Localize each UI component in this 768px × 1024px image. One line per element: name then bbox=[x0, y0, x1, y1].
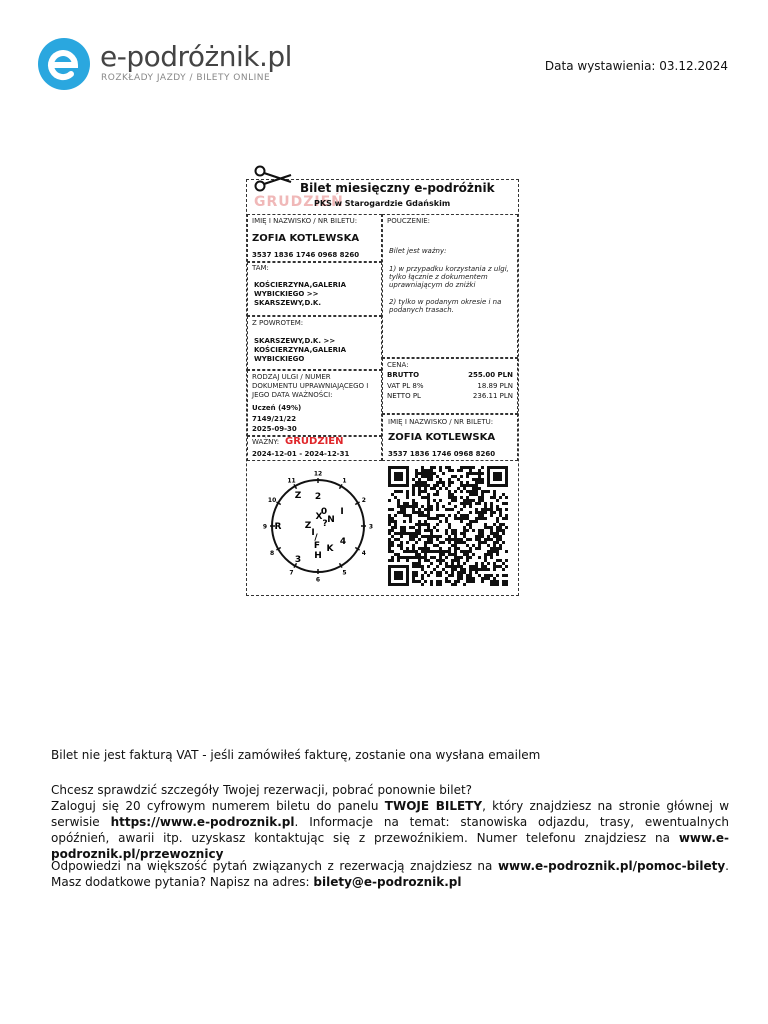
clock-number: 11 bbox=[287, 477, 296, 485]
route-back-label: Z POWROTEM: bbox=[252, 319, 304, 327]
ticket-title: Bilet miesięczny e-podróżnik bbox=[300, 181, 495, 195]
notice-1-line1: 1) w przypadku korzystania z ulgi, bbox=[389, 265, 509, 273]
clock-letter: H bbox=[314, 551, 322, 561]
validity-label: WAŻNY: bbox=[252, 438, 280, 446]
route-back-line3: WYBICKIEGO bbox=[254, 355, 305, 363]
clock-number: 1 bbox=[342, 477, 347, 485]
ticket-number: 3537 1836 1746 0968 8260 bbox=[252, 251, 360, 259]
qr-finder bbox=[394, 571, 403, 580]
passenger-label: IMIĘ I NAZWISKO / NR BILETU: bbox=[252, 217, 358, 225]
clock-number: 2 bbox=[361, 497, 366, 504]
logo-e-icon bbox=[38, 38, 90, 90]
notice-2-line1: 2) tylko w podanym okresie i na bbox=[389, 298, 502, 306]
security-clock bbox=[258, 466, 378, 586]
email-link[interactable]: bilety@e-podroznik.pl bbox=[313, 875, 462, 889]
route-out-line3: SKARSZEWY,D.K. bbox=[254, 299, 322, 307]
help-link[interactable]: www.e-podroznik.pl/pomoc-bilety bbox=[497, 859, 726, 873]
clock-number: 4 bbox=[361, 550, 366, 557]
ticket-number-2: 3537 1836 1746 0968 8260 bbox=[388, 450, 496, 458]
notice-2-line2: podanych trasach. bbox=[389, 306, 454, 314]
clock-letter: R bbox=[274, 522, 282, 532]
site-link[interactable]: https://www.e-podroznik.pl bbox=[110, 815, 295, 829]
clock-letter: 0 bbox=[320, 507, 328, 517]
discount-expiry: 2025-09-30 bbox=[252, 425, 297, 433]
clock-letter: 4 bbox=[339, 537, 347, 547]
passenger-name: ZOFIA KOTLEWSKA bbox=[252, 233, 360, 244]
clock-letter: K bbox=[326, 544, 334, 554]
scissors-icon bbox=[253, 164, 293, 194]
clock-number: 10 bbox=[267, 497, 277, 504]
contact-paragraph: Odpowiedzi na większość pytań związanych z rezerwacją znajdziesz na www.e-podroznik.pl/pomoc-bilety. Masz dodatkowe pytania? Napisz na adres: bilety@e-podroznik.pl bbox=[51, 859, 729, 889]
ticket-watermark: GRUDZIEŃ bbox=[254, 194, 344, 210]
discount-type: Uczeń (49%) bbox=[252, 404, 302, 412]
route-back-line2: KOŚCIERZYNA,GALERIA bbox=[254, 346, 347, 354]
carriers-link[interactable]: www.e-podroznik.pl/przewoznicy bbox=[51, 831, 729, 861]
issue-date: Data wystawienia: 03.12.2024 bbox=[544, 59, 728, 73]
gross-label: BRUTTO bbox=[387, 371, 420, 379]
qr-code bbox=[388, 466, 508, 586]
route-back-line1: SKARSZEWY,D.K. >> bbox=[254, 337, 336, 345]
net-row bbox=[387, 392, 513, 400]
clock-letter: ? bbox=[322, 519, 328, 529]
clock-letter: X bbox=[315, 512, 323, 522]
notice-1-line3: uprawniającym do zniżki bbox=[389, 281, 476, 289]
clock-letter: 3 bbox=[294, 555, 302, 565]
vat-label: VAT PL 8% bbox=[387, 382, 424, 390]
clock-number: 5 bbox=[342, 569, 347, 577]
clock-number: 6 bbox=[315, 576, 321, 584]
net-label: NETTO PL bbox=[387, 392, 421, 400]
validity-range: 2024-12-01 - 2024-12-31 bbox=[252, 450, 350, 458]
notice-intro: Bilet jest ważny: bbox=[389, 247, 447, 255]
help-text: Zaloguj się 20 cyfrowym numerem biletu do panelu TWOJE BILETY, który znajdziesz na stronie głównej w serwisie https://www.e-podroznik.pl. Informacje na temat: stanowiska odjazdu, trasy, ewentualnych opóźnień, awarii itp. uzyskasz kontaktując się z przewoźnikiem. Numer telefonu znajdziesz na www.e-podroznik.pl/przewoznicy bbox=[51, 799, 730, 861]
brand-name: e-podróżnik.pl bbox=[100, 40, 292, 73]
brand-logo bbox=[38, 38, 298, 94]
clock-letter: Z bbox=[294, 491, 302, 501]
route-out-label: TAM: bbox=[252, 264, 269, 272]
help-question: Chcesz sprawdzić szczegóły Twojej rezerwacji, pobrać ponownie bilet? bbox=[51, 783, 473, 797]
clock-letter: 2 bbox=[314, 492, 322, 502]
clock-number: 7 bbox=[289, 569, 294, 577]
route-out-line2: WYBICKIEGO >> bbox=[254, 290, 319, 298]
brand-tagline: ROZKŁADY JAZDY / BILETY ONLINE bbox=[101, 73, 271, 83]
discount-label-line2: DOKUMENTU UPRAWNIAJĄCEGO I bbox=[252, 382, 369, 390]
clock-letter: I bbox=[340, 507, 344, 517]
net-value: 236.11 PLN bbox=[472, 392, 513, 400]
panel-name: TWOJE BILETY bbox=[384, 799, 483, 813]
price-label: CENA: bbox=[387, 361, 409, 369]
gross-value: 255.00 PLN bbox=[468, 371, 513, 379]
help-paragraph bbox=[51, 782, 729, 862]
qr-finder bbox=[394, 472, 403, 481]
vat-value: 18.89 PLN bbox=[477, 382, 513, 390]
notice-label: POUCZENIE: bbox=[387, 217, 431, 225]
clock-letter: Z bbox=[304, 521, 312, 531]
discount-label-line1: RODZAJ ULGI / NUMER bbox=[252, 373, 331, 381]
clock-letter: N bbox=[327, 515, 335, 525]
notice-1-line2: tylko łącznie z dokumentem bbox=[389, 273, 488, 281]
clock-number: 9 bbox=[262, 523, 268, 531]
clock-number: 3 bbox=[368, 523, 374, 531]
discount-document: 7149/21/22 bbox=[252, 415, 297, 423]
passenger-name-2: ZOFIA KOTLEWSKA bbox=[388, 432, 496, 443]
vat-row bbox=[387, 382, 513, 390]
gross-row bbox=[387, 371, 513, 379]
vat-note: Bilet nie jest fakturą VAT - jeśli zamówiłeś fakturę, zostanie ona wysłana emailem bbox=[51, 748, 541, 762]
clock-number: 8 bbox=[270, 550, 275, 557]
route-out-line1: KOŚCIERZYNA,GALERIA bbox=[254, 281, 347, 289]
clock-letter: / bbox=[314, 533, 318, 543]
clock-letter: F bbox=[313, 541, 321, 551]
qr-finder bbox=[493, 472, 502, 481]
clock-letter: I bbox=[311, 528, 315, 538]
ticket-carrier: PKS w Starogardzie Gdańskim bbox=[314, 199, 451, 208]
discount-label-line3: JEGO DATA WAŻNOŚCI: bbox=[252, 391, 333, 399]
validity-month: GRUDZIEŃ bbox=[285, 436, 344, 447]
clock-number: 12 bbox=[313, 470, 323, 478]
passenger-label-2: IMIĘ I NAZWISKO / NR BILETU: bbox=[388, 418, 494, 426]
